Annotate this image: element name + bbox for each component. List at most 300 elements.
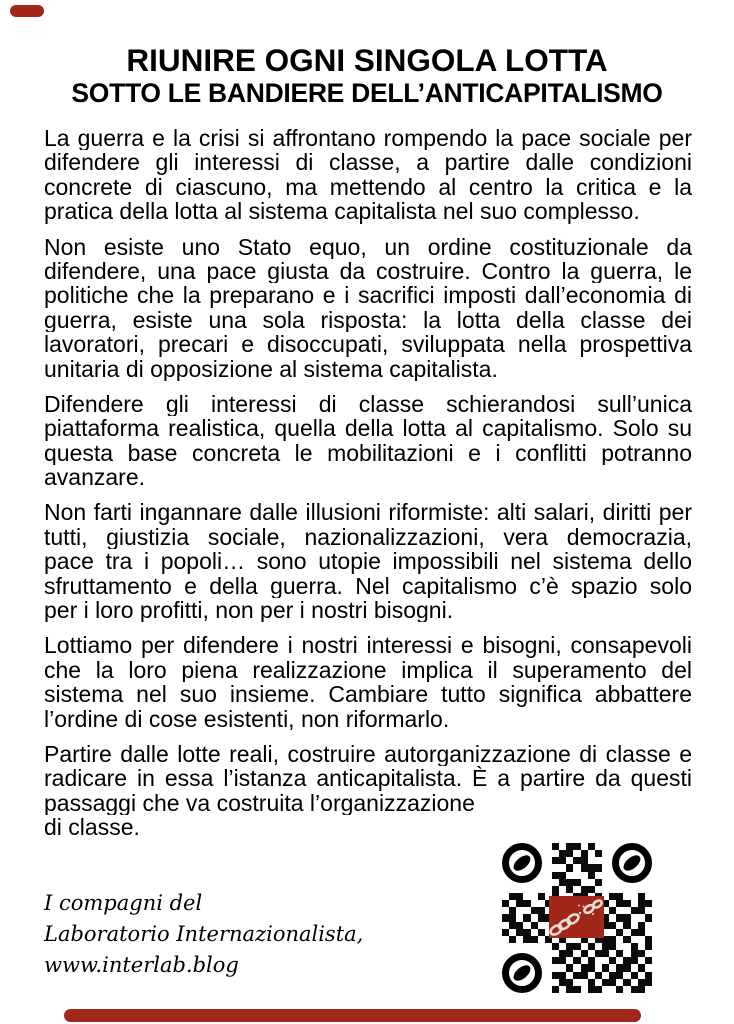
qr-module <box>516 929 523 936</box>
qr-module <box>609 957 616 964</box>
qr-module <box>616 943 623 950</box>
qr-module <box>631 922 638 929</box>
qr-module <box>631 900 638 907</box>
qr-module <box>616 957 623 964</box>
qr-module <box>566 843 573 850</box>
qr-module <box>645 943 652 950</box>
qr-module <box>509 907 516 914</box>
text-line: radicare in essa l’istanza anticapitalista. È a partire da questi <box>44 766 692 791</box>
qr-module <box>638 886 645 893</box>
qr-module <box>559 964 566 971</box>
qr-module <box>581 886 588 893</box>
qr-module <box>638 936 645 943</box>
text-line: piattaforma realistica, quella della lotta al capitalismo. Solo su <box>44 416 692 441</box>
qr-module <box>609 922 616 929</box>
qr-module <box>609 907 616 914</box>
qr-module <box>538 900 545 907</box>
red-frame-bottom-fragment <box>64 1009 641 1022</box>
qr-module <box>538 843 545 850</box>
qr-module <box>552 850 559 857</box>
qr-module <box>523 886 530 893</box>
qr-module <box>516 900 523 907</box>
qr-module <box>538 886 545 893</box>
qr-module <box>502 936 509 943</box>
qr-module <box>602 886 609 893</box>
qr-module <box>623 986 630 993</box>
qr-module <box>616 972 623 979</box>
qr-module <box>595 879 602 886</box>
qr-module <box>638 986 645 993</box>
text-line: tutti, giustizia sociale, nazionalizzazioni, vera democrazia, <box>44 524 692 550</box>
qr-module <box>638 893 645 900</box>
qr-module <box>502 929 509 936</box>
qr-module <box>609 972 616 979</box>
qr-module <box>581 879 588 886</box>
qr-module <box>531 929 538 936</box>
qr-module <box>588 872 595 879</box>
qr-module <box>566 872 573 879</box>
qr-module <box>623 893 630 900</box>
qr-module <box>545 886 552 893</box>
qr-module <box>609 936 616 943</box>
text-line: Partire dalle lotte reali, costruire autorganizzazione di classe e <box>44 741 692 767</box>
qr-module <box>581 957 588 964</box>
red-frame-top-fragment <box>10 5 44 17</box>
qr-module <box>588 957 595 964</box>
qr-module <box>609 843 616 850</box>
qr-module <box>509 914 516 921</box>
qr-module <box>538 922 545 929</box>
qr-module <box>623 936 630 943</box>
qr-module <box>559 886 566 893</box>
qr-module <box>638 964 645 971</box>
page-subtitle: SOTTO LE BANDIERE DELL’ANTICAPITALISMO <box>71 78 663 108</box>
qr-module <box>645 922 652 929</box>
qr-module <box>609 986 616 993</box>
qr-module <box>523 936 530 943</box>
qr-module <box>573 872 580 879</box>
qr-module <box>566 886 573 893</box>
qr-module <box>623 929 630 936</box>
qr-module <box>616 893 623 900</box>
qr-module <box>566 950 573 957</box>
qr-module <box>523 914 530 921</box>
qr-module <box>638 950 645 957</box>
qr-module <box>609 964 616 971</box>
qr-module <box>523 893 530 900</box>
qr-module <box>645 907 652 914</box>
qr-module <box>645 929 652 936</box>
qr-module <box>573 979 580 986</box>
text-line: concrete di ciascuno, ma mettendo al centro la critica e la <box>44 174 692 200</box>
qr-module <box>502 907 509 914</box>
qr-module <box>609 893 616 900</box>
qr-module <box>552 950 559 957</box>
qr-module <box>502 922 509 929</box>
qr-module <box>623 922 630 929</box>
broken-chain-icon <box>549 896 604 938</box>
qr-module <box>552 886 559 893</box>
signature-url: www.interlab.blog <box>44 953 239 977</box>
qr-module <box>616 929 623 936</box>
qr-module <box>588 850 595 857</box>
qr-module <box>531 900 538 907</box>
qr-module <box>566 943 573 950</box>
qr-module <box>509 886 516 893</box>
qr-module <box>523 943 530 950</box>
qr-module <box>552 943 559 950</box>
qr-module <box>623 886 630 893</box>
qr-module <box>545 950 552 957</box>
qr-module <box>595 950 602 957</box>
qr-module <box>538 879 545 886</box>
qr-module <box>631 943 638 950</box>
qr-module <box>631 950 638 957</box>
qr-module <box>516 922 523 929</box>
qr-module <box>502 900 509 907</box>
qr-module <box>509 929 516 936</box>
qr-module <box>609 943 616 950</box>
qr-module <box>545 850 552 857</box>
text-line: di classe. <box>44 815 140 840</box>
text-line: politiche che la preparano e i sacrifici imposti dall’economia di <box>44 283 692 308</box>
qr-module <box>588 979 595 986</box>
qr-module <box>545 857 552 864</box>
qr-module <box>616 964 623 971</box>
qr-module <box>631 979 638 986</box>
qr-module <box>573 864 580 871</box>
qr-module <box>623 943 630 950</box>
qr-module <box>645 979 652 986</box>
qr-module <box>502 950 509 957</box>
qr-module <box>588 879 595 886</box>
qr-module <box>573 957 580 964</box>
qr-module <box>623 972 630 979</box>
qr-module <box>552 979 559 986</box>
text-line: Non farti ingannare dalle illusioni riformiste: alti salari, diritti per <box>44 500 692 525</box>
qr-module <box>573 879 580 886</box>
qr-module <box>502 886 509 893</box>
qr-module <box>581 986 588 993</box>
text-line: questa base concreta le mobilitazioni e i conflitti potranno <box>44 440 692 466</box>
qr-module <box>616 986 623 993</box>
qr-module <box>545 879 552 886</box>
qr-module <box>516 907 523 914</box>
paragraph <box>44 392 692 490</box>
qr-module <box>538 929 545 936</box>
qr-module <box>616 950 623 957</box>
text-line: La guerra e la crisi si affrontano rompendo la pace sociale per <box>44 126 692 151</box>
text-line: pace tra i popoli… sono utopie impossibili nel sistema dello <box>44 549 692 574</box>
qr-module <box>581 843 588 850</box>
qr-module <box>516 914 523 921</box>
qr-module <box>616 914 623 921</box>
qr-module <box>538 950 545 957</box>
qr-module <box>602 950 609 957</box>
qr-module <box>602 864 609 871</box>
qr-module <box>595 972 602 979</box>
paragraph <box>44 235 692 381</box>
paragraph <box>44 742 692 840</box>
qr-module <box>631 986 638 993</box>
qr-module <box>573 986 580 993</box>
qr-module <box>631 957 638 964</box>
qr-module <box>595 957 602 964</box>
text-line: Difendere gli interessi di classe schierandosi sull’unica <box>44 391 692 417</box>
qr-code <box>502 843 652 993</box>
qr-module <box>631 972 638 979</box>
text-line: che la loro piena realizzazione implica il superamento del <box>44 657 692 683</box>
qr-module <box>616 907 623 914</box>
qr-module <box>502 914 509 921</box>
paragraph <box>44 126 692 224</box>
qr-module <box>509 943 516 950</box>
qr-finder-icon <box>502 953 542 993</box>
qr-module <box>573 857 580 864</box>
qr-module <box>623 907 630 914</box>
qr-module <box>559 950 566 957</box>
qr-module <box>645 950 652 957</box>
qr-module <box>545 864 552 871</box>
qr-module <box>509 900 516 907</box>
qr-module <box>602 979 609 986</box>
qr-module <box>645 914 652 921</box>
qr-module <box>566 972 573 979</box>
qr-module <box>552 879 559 886</box>
qr-module <box>559 843 566 850</box>
qr-module <box>595 964 602 971</box>
text-line: difendere, una pace giusta da costruire. Contro la guerra, le <box>44 258 692 284</box>
qr-module <box>595 979 602 986</box>
qr-module <box>566 957 573 964</box>
qr-module <box>645 886 652 893</box>
qr-module <box>545 964 552 971</box>
qr-module <box>523 922 530 929</box>
qr-module <box>581 972 588 979</box>
qr-module <box>595 943 602 950</box>
qr-module <box>566 857 573 864</box>
qr-module <box>552 843 559 850</box>
paragraph <box>44 500 692 622</box>
qr-module <box>602 857 609 864</box>
qr-module <box>631 886 638 893</box>
qr-module <box>602 943 609 950</box>
qr-module <box>602 843 609 850</box>
qr-module <box>609 914 616 921</box>
qr-module <box>545 986 552 993</box>
qr-module <box>595 864 602 871</box>
qr-module <box>595 986 602 993</box>
qr-module <box>559 986 566 993</box>
qr-module <box>559 943 566 950</box>
text-line: difendere gli interessi di classe, a partire dalle condizioni <box>44 150 692 175</box>
qr-module <box>602 850 609 857</box>
qr-module <box>581 943 588 950</box>
qr-module <box>531 886 538 893</box>
qr-module <box>595 843 602 850</box>
text-line: avanzare. <box>44 465 146 490</box>
qr-module <box>645 936 652 943</box>
qr-module <box>573 972 580 979</box>
qr-module <box>616 886 623 893</box>
qr-finder-icon <box>612 843 652 883</box>
qr-module <box>552 957 559 964</box>
qr-module <box>588 986 595 993</box>
qr-center-badge <box>549 896 604 938</box>
qr-module <box>552 972 559 979</box>
qr-module <box>559 879 566 886</box>
qr-module <box>623 914 630 921</box>
signature-line: Laboratorio Internazionalista, <box>44 922 364 946</box>
qr-module <box>638 943 645 950</box>
qr-module <box>538 936 545 943</box>
qr-module <box>609 929 616 936</box>
qr-finder-icon <box>502 843 542 883</box>
qr-module <box>545 843 552 850</box>
qr-module <box>581 964 588 971</box>
qr-module <box>552 986 559 993</box>
qr-module <box>516 943 523 950</box>
qr-module <box>573 950 580 957</box>
qr-module <box>559 957 566 964</box>
qr-module <box>645 900 652 907</box>
qr-module <box>545 872 552 879</box>
text-line: unitaria di opposizione al sistema capitalista. <box>44 356 498 381</box>
qr-module <box>638 957 645 964</box>
text-line: per i loro profitti, non per i nostri bisogni. <box>44 598 454 623</box>
text-line: pratica della lotta al sistema capitalista nel suo complesso. <box>44 199 640 224</box>
qr-module <box>595 857 602 864</box>
qr-module <box>638 922 645 929</box>
qr-module <box>566 850 573 857</box>
qr-module <box>595 850 602 857</box>
signature-line: I compagni del <box>44 891 203 915</box>
qr-module <box>502 879 509 886</box>
text-line: passaggi che va costruita l’organizzazione <box>44 790 475 816</box>
qr-module <box>588 972 595 979</box>
qr-module <box>581 857 588 864</box>
text-line: lavoratori, precari e disoccupati, sviluppata nella prospettiva <box>44 332 692 357</box>
qr-module <box>602 972 609 979</box>
qr-module <box>523 907 530 914</box>
qr-module <box>545 943 552 950</box>
qr-module <box>538 914 545 921</box>
qr-module <box>588 857 595 864</box>
qr-module <box>545 972 552 979</box>
qr-module <box>531 907 538 914</box>
qr-module <box>545 979 552 986</box>
body-text <box>44 126 692 851</box>
qr-module <box>559 979 566 986</box>
qr-module <box>638 914 645 921</box>
qr-module <box>559 872 566 879</box>
qr-module <box>581 950 588 957</box>
qr-module <box>623 900 630 907</box>
qr-module <box>559 864 566 871</box>
qr-module <box>573 964 580 971</box>
qr-module <box>638 929 645 936</box>
qr-module <box>588 964 595 971</box>
qr-module <box>588 864 595 871</box>
qr-module <box>509 893 516 900</box>
qr-module <box>602 872 609 879</box>
qr-module <box>573 886 580 893</box>
qr-module <box>559 850 566 857</box>
qr-module <box>509 922 516 929</box>
text-line: sistema nel suo insieme. Cambiare tutto significa abbattere <box>44 682 692 707</box>
qr-module <box>631 936 638 943</box>
qr-module <box>616 922 623 929</box>
qr-module <box>631 893 638 900</box>
qr-module <box>573 850 580 857</box>
page-title: RIUNIRE OGNI SINGOLA LOTTA <box>126 42 608 78</box>
qr-module <box>631 914 638 921</box>
qr-module <box>638 907 645 914</box>
qr-module <box>602 957 609 964</box>
qr-module <box>552 872 559 879</box>
qr-module <box>595 886 602 893</box>
qr-module <box>645 957 652 964</box>
qr-module <box>531 936 538 943</box>
qr-module <box>538 943 545 950</box>
qr-module <box>516 936 523 943</box>
qr-module <box>631 907 638 914</box>
text-line: guerra, esiste una sola risposta: la lotta della classe dei <box>44 307 692 333</box>
text-line: l’ordine di cose esistenti, non riformarlo. <box>44 706 450 731</box>
qr-module <box>516 886 523 893</box>
qr-module <box>573 843 580 850</box>
qr-module <box>645 986 652 993</box>
qr-module <box>531 943 538 950</box>
qr-module <box>623 950 630 957</box>
qr-module <box>531 914 538 921</box>
text-line: Lottiamo per difendere i nostri interessi e bisogni, consapevoli <box>44 633 692 658</box>
paragraph <box>44 633 692 731</box>
qr-module <box>631 929 638 936</box>
qr-module <box>602 964 609 971</box>
qr-module <box>638 979 645 986</box>
qr-module <box>645 964 652 971</box>
qr-module <box>552 964 559 971</box>
qr-module <box>645 893 652 900</box>
qr-module <box>588 950 595 957</box>
qr-module <box>502 943 509 950</box>
qr-module <box>623 957 630 964</box>
qr-module <box>609 886 616 893</box>
qr-module <box>566 964 573 971</box>
qr-module <box>602 879 609 886</box>
qr-module <box>523 900 530 907</box>
qr-module <box>623 964 630 971</box>
qr-module <box>609 900 616 907</box>
qr-module <box>538 893 545 900</box>
qr-module <box>523 929 530 936</box>
qr-module <box>509 936 516 943</box>
qr-module <box>616 936 623 943</box>
qr-module <box>538 907 545 914</box>
qr-module <box>502 893 509 900</box>
qr-module <box>638 972 645 979</box>
qr-module <box>538 986 545 993</box>
qr-module <box>645 972 652 979</box>
qr-module <box>602 986 609 993</box>
qr-module <box>631 964 638 971</box>
qr-module <box>581 872 588 879</box>
text-line: sfruttamento e della guerra. Nel capitalismo c’è spazio solo <box>44 573 692 599</box>
qr-module <box>573 943 580 950</box>
qr-module <box>616 900 623 907</box>
qr-module <box>609 879 616 886</box>
